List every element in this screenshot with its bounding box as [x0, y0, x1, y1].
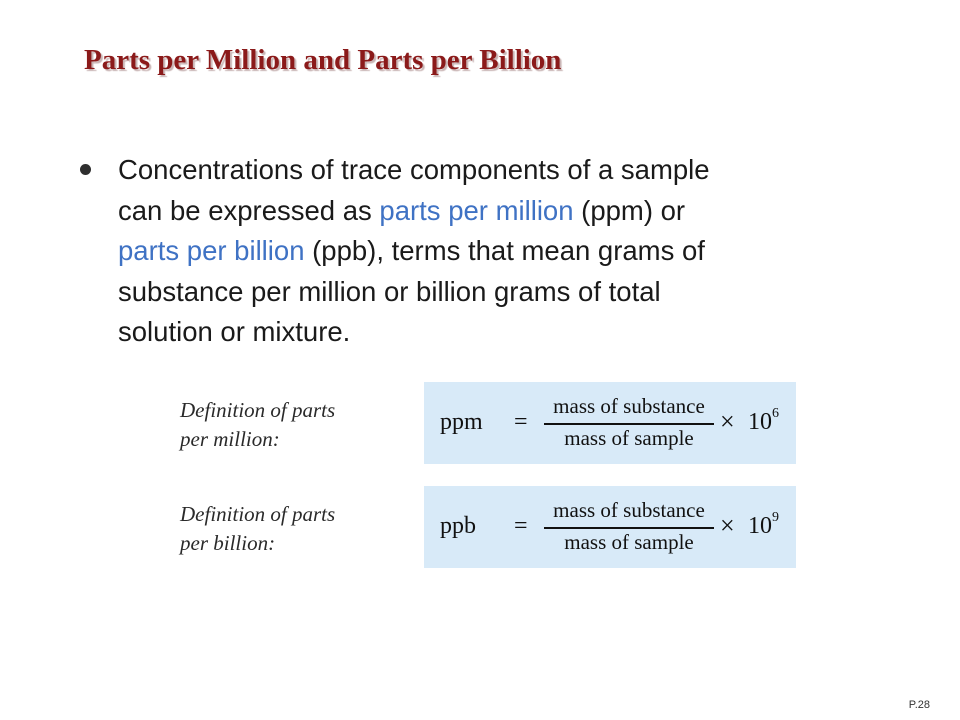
text-segment: substance per million or billion grams of total	[118, 275, 661, 307]
equals-sign: =	[514, 409, 528, 435]
text-segment: can be expressed as	[118, 194, 380, 226]
bullet-text-line	[118, 150, 898, 191]
bullet-text-line	[118, 231, 898, 272]
page-number: P.28	[908, 699, 930, 711]
fraction-denominator: mass of sample	[564, 426, 694, 450]
highlighted-term: parts per billion	[118, 235, 305, 266]
definition-label-line: Definition of parts	[180, 398, 336, 422]
text-segment: (ppm) or	[573, 194, 686, 226]
highlighted-term: parts per million	[379, 194, 574, 226]
bullet-text-line	[118, 272, 898, 313]
bullet-dot	[80, 164, 91, 175]
fraction-bar	[544, 423, 714, 425]
equation-lhs: ppm	[440, 409, 483, 435]
definition-label-ppb	[180, 500, 335, 558]
bullet-text	[118, 150, 898, 353]
equation-ppb	[424, 486, 796, 568]
power-base: 10	[748, 513, 772, 539]
bullet-text-line	[118, 312, 898, 353]
definition-label-line: per million:	[180, 427, 280, 451]
definition-label-ppm	[180, 396, 335, 454]
fraction-numerator: mass of substance	[553, 498, 705, 522]
slide-title: Parts per Million and Parts per Billion	[84, 44, 562, 76]
times-sign: ×	[720, 511, 735, 540]
bullet-text-line	[118, 191, 898, 232]
equals-sign: =	[514, 513, 528, 539]
power-of-ten	[748, 406, 779, 436]
power-base: 10	[748, 409, 772, 435]
power-exponent: 9	[772, 510, 779, 525]
power-of-ten	[748, 510, 779, 540]
fraction-bar	[544, 527, 714, 529]
definition-label-line: Definition of parts	[180, 502, 336, 526]
power-exponent: 6	[772, 406, 779, 421]
text-segment: Concentrations of trace components of a sample	[118, 154, 710, 185]
equation-lhs: ppb	[440, 513, 476, 539]
equation-ppm	[424, 382, 796, 464]
fraction-numerator: mass of substance	[553, 394, 705, 418]
text-segment: solution or mixture.	[118, 316, 351, 347]
text-segment: (ppb), terms that mean grams of	[304, 235, 705, 266]
times-sign: ×	[720, 407, 735, 436]
fraction-denominator: mass of sample	[564, 530, 694, 554]
definition-label-line: per billion:	[180, 531, 276, 555]
